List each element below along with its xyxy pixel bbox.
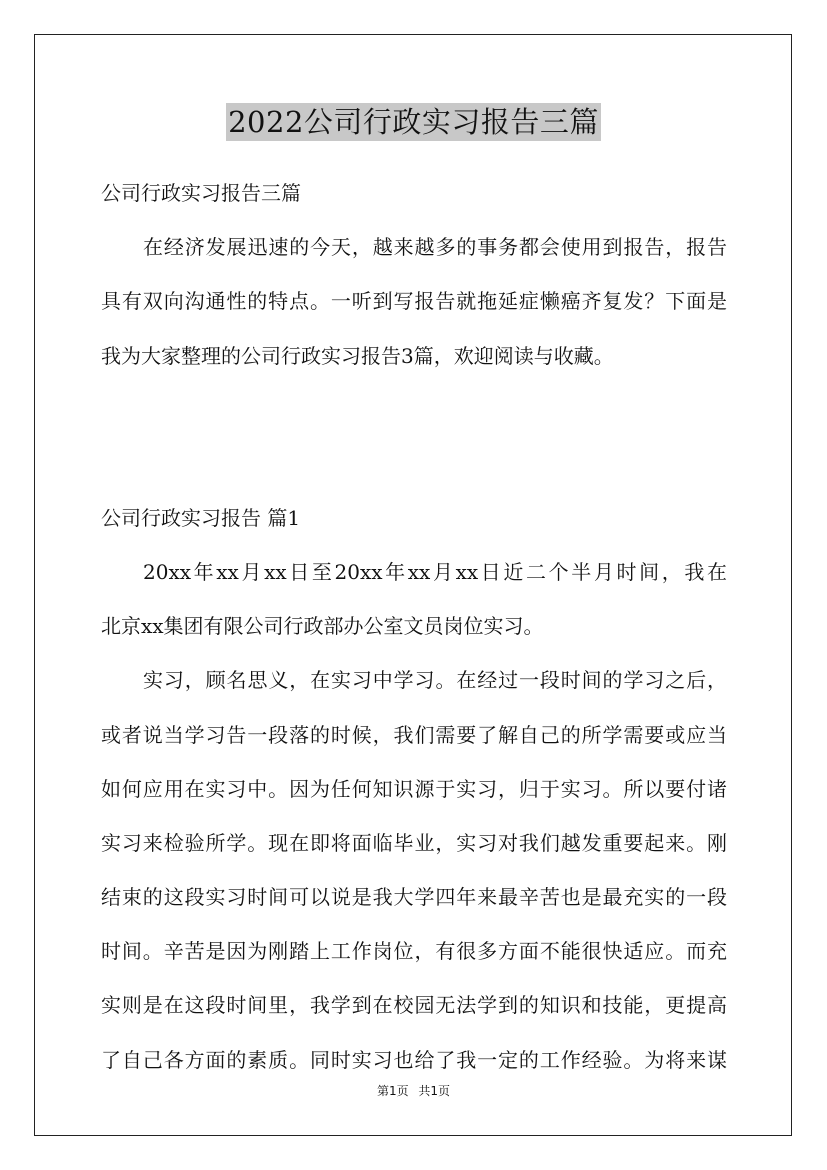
paragraph-line: 实习来检验所学。现在即将面临毕业，实习对我们越发重要起来。刚 xyxy=(101,830,727,855)
page-footer xyxy=(0,1082,827,1099)
paragraph-line: 了自己各方面的素质。同时实习也给了我一定的工作经验。为将来谋 xyxy=(101,1047,727,1072)
document-subtitle: 公司行政实习报告三篇 xyxy=(101,181,301,205)
section-heading: 公司行政实习报告 篇1 xyxy=(101,505,301,530)
paragraph-line: 北京xx集团有限公司行政部办公室文员岗位实习。 xyxy=(101,614,544,639)
intro-line: 具有双向沟通性的特点。一听到写报告就拖延症懒癌齐复发？下面是 xyxy=(101,289,727,314)
title-area xyxy=(0,103,827,141)
page-number: 第1页 xyxy=(376,1084,409,1098)
page-total: 共1页 xyxy=(418,1084,451,1098)
paragraph-line: 时间。辛苦是因为刚踏上工作岗位，有很多方面不能很快适应。而充 xyxy=(101,939,727,964)
paragraph-line: 结束的这段实习时间可以说是我大学四年来最辛苦也是最充实的一段 xyxy=(101,885,727,910)
paragraph-line: 20xx年xx月xx日至20xx年xx月xx日近二个半月时间，我在 xyxy=(143,559,727,584)
paragraph-gap xyxy=(101,391,727,499)
paragraph-line: 实则是在这段时间里，我学到在校园无法学到的知识和技能，更提高 xyxy=(101,993,727,1018)
intro-line: 我为大家整理的公司行政实习报告3篇，欢迎阅读与收藏。 xyxy=(101,343,614,368)
paragraph-line: 如何应用在实习中。因为任何知识源于实习，归于实习。所以要付诸 xyxy=(101,776,727,801)
paragraph-line: 或者说当学习告一段落的时候，我们需要了解自己的所学需要或应当 xyxy=(101,722,727,747)
intro-line: 在经济发展迅速的今天，越来越多的事务都会使用到报告，报告 xyxy=(143,235,727,260)
document-title: 2022公司行政实习报告三篇 xyxy=(228,105,599,139)
document-body xyxy=(101,174,727,1095)
paragraph-line: 实习，顾名思义，在实习中学习。在经过一段时间的学习之后， xyxy=(143,668,727,693)
